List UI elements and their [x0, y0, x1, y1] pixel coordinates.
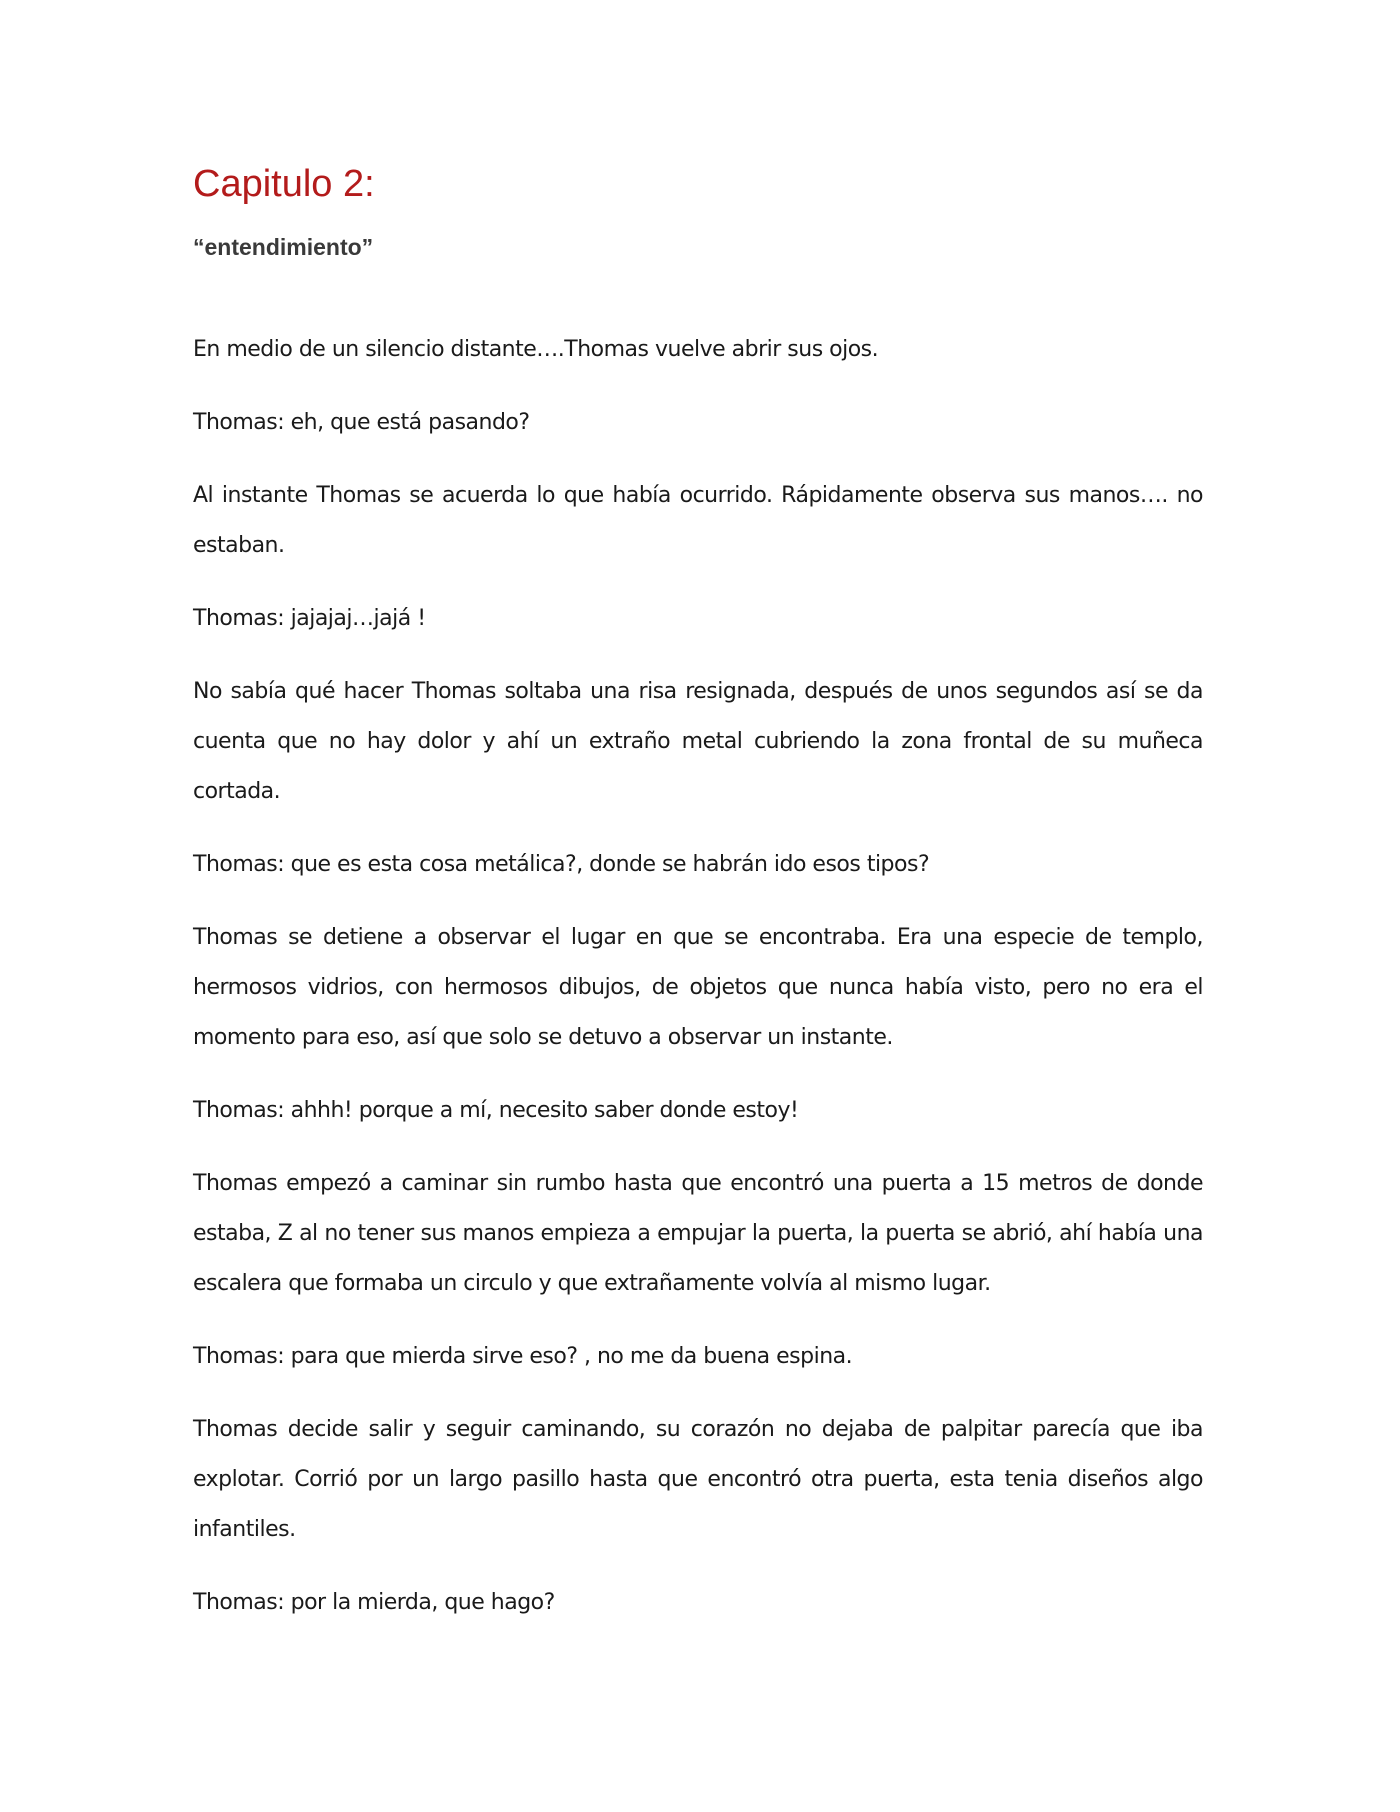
- paragraph: En medio de un silencio distante….Thomas vuelve abrir sus ojos.: [193, 337, 879, 362]
- paragraph: No sabía qué hacer Thomas soltaba una risa resignada, después de unos segundos así se da cuenta que no hay dolor y ahí un extraño metal cubriendo la zona frontal de su muñeca cortada.: [193, 679, 1203, 804]
- paragraph: Thomas: eh, que está pasando?: [193, 410, 530, 435]
- paragraph: Thomas: que es esta cosa metálica?, donde se habrán ido esos tipos?: [193, 852, 930, 877]
- paragraph: Al instante Thomas se acuerda lo que había ocurrido. Rápidamente observa sus manos…. no estaban.: [193, 483, 1203, 558]
- chapter-title: Capitulo 2:: [193, 163, 375, 205]
- document-page: [193, 160, 1203, 1651]
- paragraph: Thomas: por la mierda, que hago?: [193, 1590, 555, 1615]
- paragraph: Thomas: ahhh! porque a mí, necesito saber donde estoy!: [193, 1098, 799, 1123]
- paragraph: Thomas: jajajaj…jajá !: [193, 606, 426, 631]
- chapter-subtitle: “entendimiento”: [193, 234, 374, 260]
- paragraph: Thomas decide salir y seguir caminando, su corazón no dejaba de palpitar parecía que iba explotar. Corrió por un largo pasillo hasta que encontró otra puerta, esta tenia diseños algo infantiles.: [193, 1417, 1203, 1542]
- paragraph: Thomas empezó a caminar sin rumbo hasta que encontró una puerta a 15 metros de donde estaba, Z al no tener sus manos empieza a empujar la puerta, la puerta se abrió, ahí había una escalera que formaba un circulo y que extrañamente volvía al mismo lugar.: [193, 1171, 1203, 1296]
- paragraph: Thomas: para que mierda sirve eso? , no me da buena espina.: [193, 1344, 853, 1369]
- paragraph: Thomas se detiene a observar el lugar en que se encontraba. Era una especie de templo, hermosos vidrios, con hermosos dibujos, de objetos que nunca había visto, pero no era el momento para eso, así que solo se detuvo a observar un instante.: [193, 925, 1203, 1050]
